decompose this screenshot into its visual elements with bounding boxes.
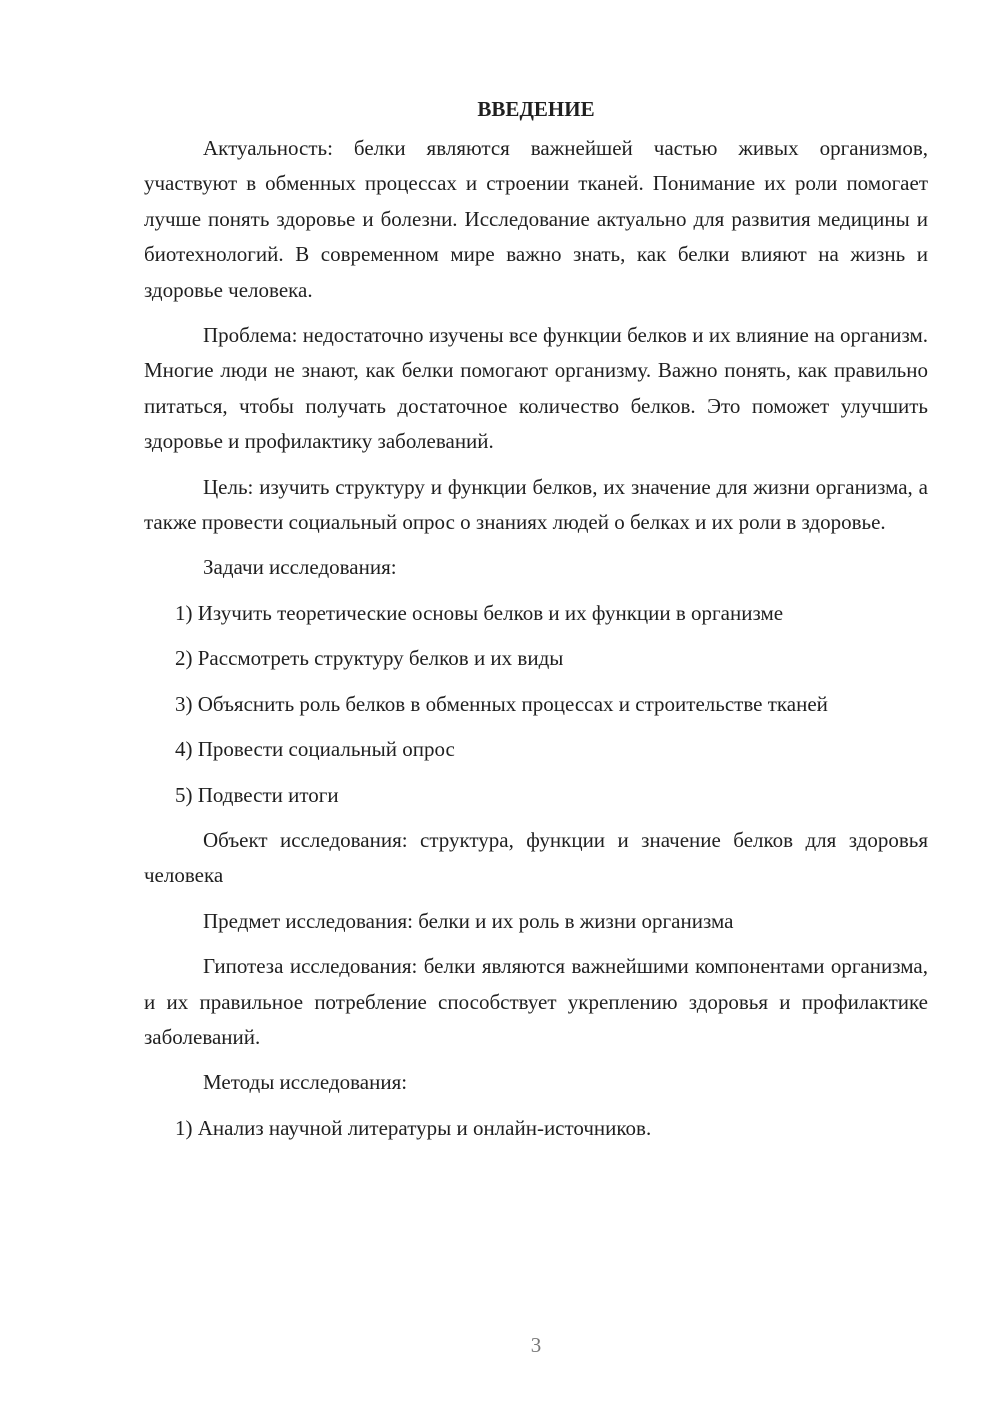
document-title: ВВЕДЕНИЕ — [477, 97, 595, 121]
list-item-task-2: 2) Рассмотреть структуру белков и их виды — [175, 646, 564, 671]
paragraph-object: Объект исследования: структура, функции и значение белков для здоровья человека — [144, 827, 928, 888]
list-item-task-5: 5) Подвести итоги — [175, 782, 339, 807]
paragraph-relevance: Актуальность: белки являются важнейшей частью живых организмов, участвуют в обменных процессах и строении тканей. Понимание их роли помогает лучше понять здоровье и болезни. Исследование актуально для развития медицины и биотехнологий. В современном мире важно знать, как белки влияют на жизнь и здоровье человека. — [144, 136, 928, 302]
paragraph-hypothesis: Гипотеза исследования: белки являются важнейшими компонентами организма, и их правильное потребление способствует укреплению здоровья и профилактике заболеваний. — [144, 954, 928, 1049]
paragraph-tasks-heading: Задачи исследования: — [203, 555, 397, 580]
document-page — [144, 92, 928, 1156]
list-item-task-1: 1) Изучить теоретические основы белков и их функции в организме — [175, 600, 784, 625]
page-number: 3 — [530, 1333, 542, 1357]
list-item-method-1: 1) Анализ научной литературы и онлайн-источников. — [175, 1115, 652, 1140]
list-item-task-4: 4) Провести социальный опрос — [175, 737, 455, 762]
paragraph-subject: Предмет исследования: белки и их роль в жизни организма — [203, 908, 734, 933]
paragraph-goal: Цель: изучить структуру и функции белков, их значение для жизни организма, а также провести социальный опрос о знаниях людей о белках и их роли в здоровье. — [144, 474, 928, 535]
paragraph-problem: Проблема: недостаточно изучены все функции белков и их влияние на организм. Многие люди не знают, как белки помогают организму. Важно понять, как правильно питаться, чтобы получать достаточное количество белков. Это поможет улучшить здоровье и профилактику заболеваний. — [144, 323, 928, 454]
list-item-task-3: 3) Объяснить роль белков в обменных процессах и строительстве тканей — [175, 691, 828, 716]
paragraph-methods-heading: Методы исследования: — [203, 1070, 408, 1095]
